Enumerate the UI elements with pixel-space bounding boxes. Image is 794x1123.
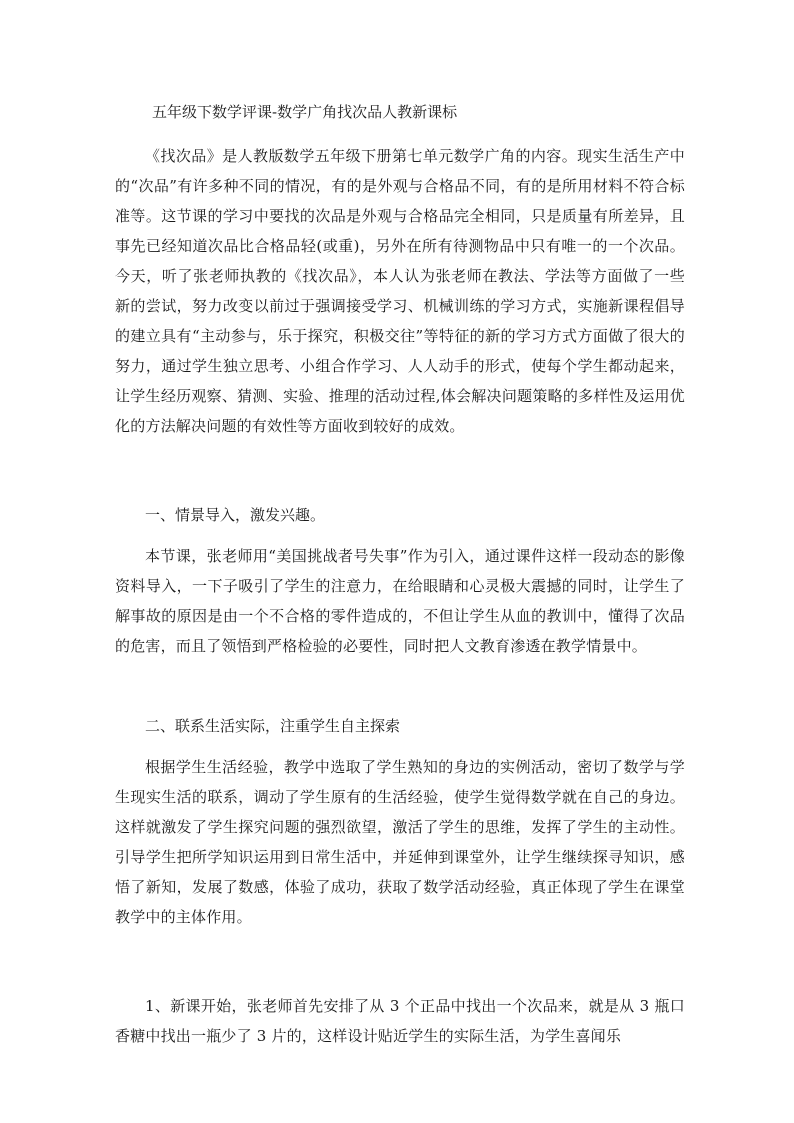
section-list-item-1: 1、新课开始，张老师首先安排了从 3 个正品中找出一个次品来，就是从 3 瓶口香糖中找出一瓶少了 3 片的，这样设计贴近学生的实际生活，为学生喜闻乐 [115,997,685,1045]
section-paragraph-1: 本节课，张老师用“美国挑战者号失事”作为引入，通过课件这样一段动态的影像资料导入，一下子吸引了学生的注意力，在给眼睛和心灵极大震撼的同时，让学生了解事故的原因是由一个不合格的零件造成的，不但让学生从血的教训中，懂得了次品的危害，而且了领悟到严格检验的必要性，同时把人文教育渗透在教学情景中。 [115,547,685,655]
section-heading-2: 二、联系生活实际，注重学生自主探索 [145,717,401,735]
intro-paragraph: 《找次品》是人教版数学五年级下册第七单元数学广角的内容。现实生活生产中的“次品”有许多种不同的情况，有的是外观与合格品不同，有的是所用材料不符合标准等。这节课的学习中要找的次品是外观与合格品完全相同，只是质量有所差异，且事先已经知道次品比合格品轻(或重)，另外在所有待测物品中只有唯一的一个次品。今天，听了张老师执教的《找次品》，本人认为张老师在教法、学法等方面做了一些新的尝试，努力改变以前过于强调接受学习、机械训练的学习方式，实施新课程倡导的建立具有“主动参与，乐于探究，积极交往”等特征的新的学习方式方面做了很大的努力，通过学生独立思考、小组合作学习、人人动手的形式，使每个学生都动起来，让学生经历观察、猜测、实验、推理的活动过程,体会解决问题策略的多样性及运用优化的方法解决问题的有效性等方面收到较好的成效。 [115,147,685,435]
section-paragraph-2: 根据学生生活经验，教学中选取了学生熟知的身边的实例活动，密切了数学与学生现实生活的联系，调动了学生原有的生活经验，使学生觉得数学就在自己的身边。这样就激发了学生探究问题的强烈欲望，激活了学生的思维，发挥了学生的主动性。引导学生把所学知识运用到日常生活中，并延伸到课堂外，让学生继续探寻知识，感悟了新知，发展了数感，体验了成功，获取了数学活动经验，真正体现了学生在课堂教学中的主体作用。 [115,758,685,926]
section-heading-1: 一、情景导入，激发兴趣。 [145,506,326,524]
document-title: 五年级下数学评课-数学广角找次品人教新课标 [152,103,458,121]
